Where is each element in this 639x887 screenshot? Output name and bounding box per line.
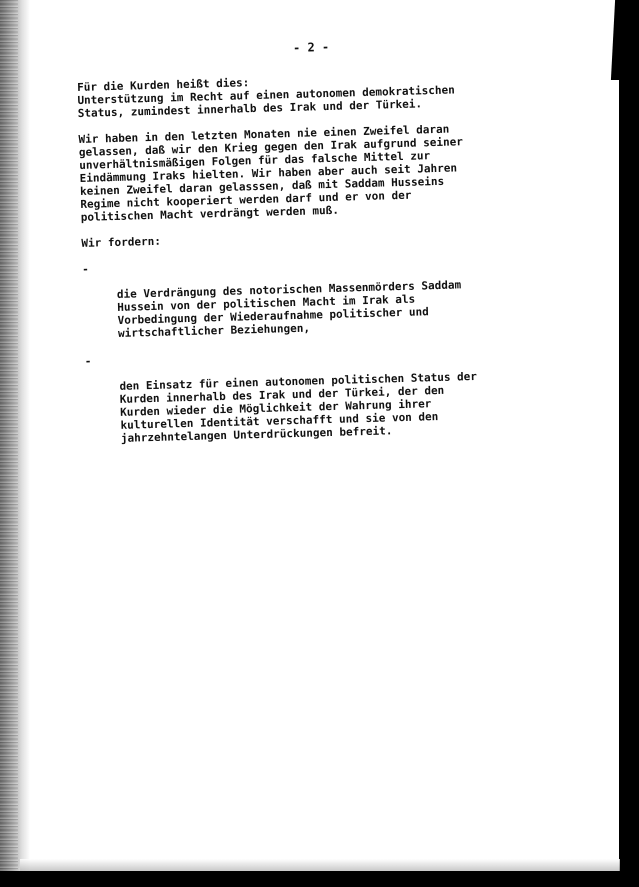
demands-list: [82, 251, 527, 446]
demand-text: die Verdrängung des notorischen Massenmörders Saddam Hussein von der politischen Macht im Irak als Vorbedingung der Wiederaufnahme politischer und wirtschaftlicher Beziehungen,: [116, 278, 462, 340]
scan-right-edge: [619, 0, 639, 887]
list-bullet: -: [82, 262, 89, 276]
paragraph-kurds-status: Für die Kurden heißt dies: Unterstützung im Recht auf einen autonomen demokratischen Status, zumindest innerhalb des Irak und der Türkei.: [76, 76, 456, 120]
list-item: [82, 251, 524, 341]
list-bullet: -: [84, 354, 92, 368]
paragraph-demands-intro: Wir fordern:: [81, 234, 162, 250]
scan-bottom-edge: [0, 871, 639, 887]
scan-bottom-shade: [20, 859, 620, 871]
list-item: [85, 343, 527, 446]
page-number: - 2 -: [292, 39, 330, 55]
paragraph-war-position: Wir haben in den letzten Monaten nie einen Zweifel daran gelassen, daß wir den Krieg gegen den Irak aufgrund seiner unverhältnismäßigen Folgen für das falsche Mittel zur Eindämmung Iraks hielten. Wir haben aber auch seit Jahren keinen Zweifel daran gelasssen, daß mit Saddam Husseins Regime nicht kooperiert werden darf und er von der politischen Macht verdrängt werden muß.: [78, 122, 464, 224]
scan-left-edge: [0, 0, 30, 887]
document-body: [76, 36, 527, 460]
demand-text: den Einsatz für einen autonomen politischen Status der Kurden innerhalb des Irak und der Türkei, der den Kurden wieder die Möglichkeit der Wahrung ihrer kulturellen Identität verschafft und sie von den jahrzehntelangen Unterdrückungen befreit.: [119, 369, 478, 445]
